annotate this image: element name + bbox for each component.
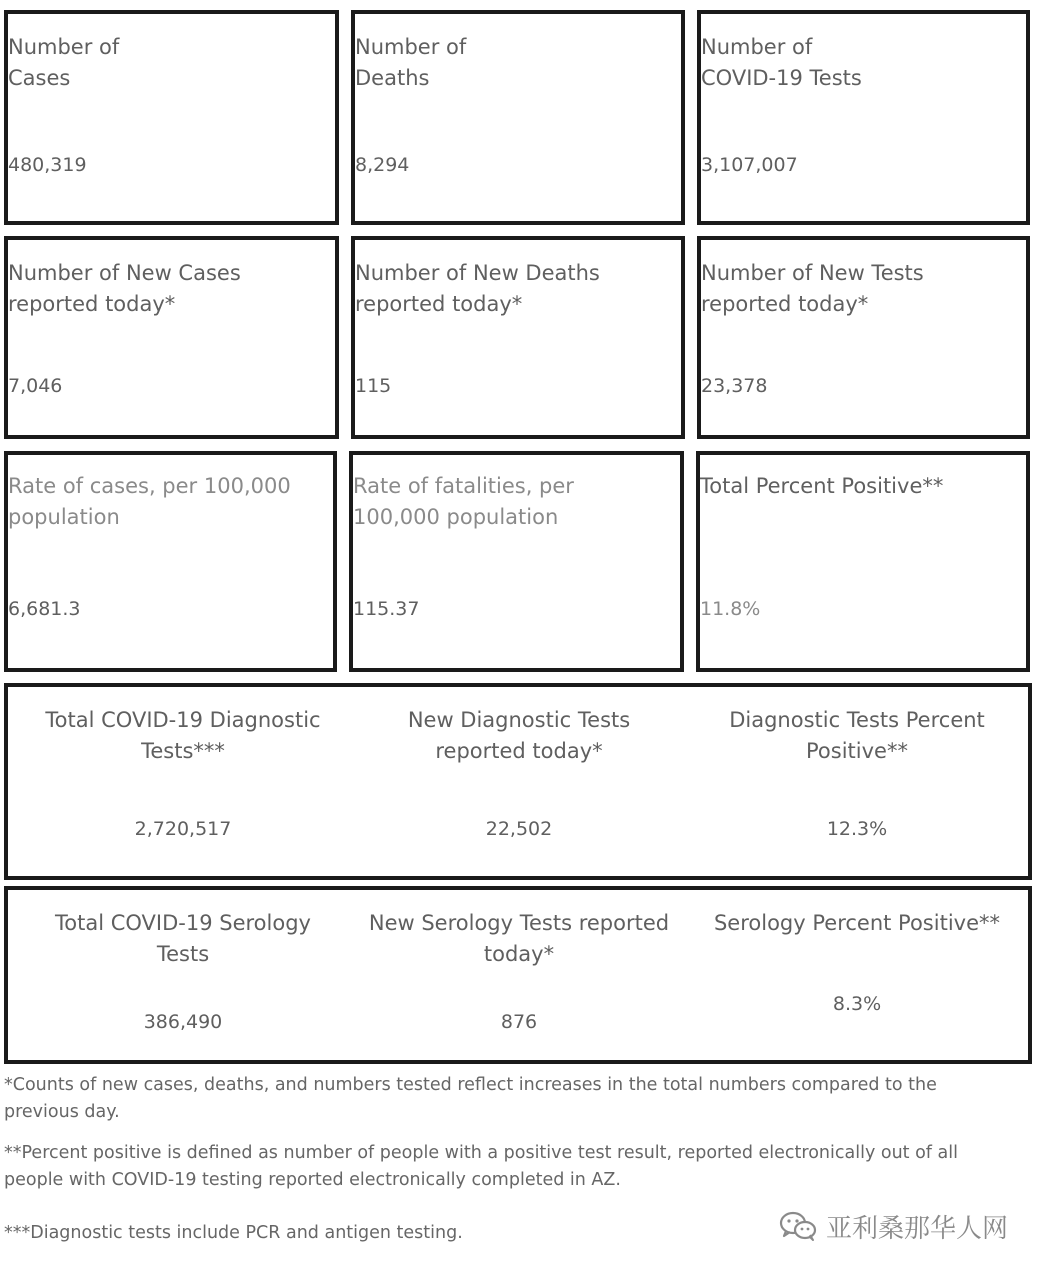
deaths-value: 8,294	[355, 154, 410, 176]
diagnostic-total-cell	[18, 687, 348, 876]
diagnostic-tests-panel	[4, 683, 1032, 880]
cases-label: Number of Cases	[8, 35, 120, 90]
tests-value: 3,107,007	[701, 154, 798, 176]
new-deaths-label: Number of New Deaths reported today*	[355, 261, 600, 316]
fatality-rate-label: Rate of fatalities, per 100,000 population	[353, 474, 574, 529]
footnote-diagnostic-tests: ***Diagnostic tests include PCR and antigen testing.	[4, 1223, 463, 1243]
deaths-label: Number of Deaths	[355, 35, 467, 90]
serology-new-value: 876	[500, 1011, 538, 1033]
new-tests-card	[697, 236, 1030, 439]
cases-value: 480,319	[8, 154, 87, 176]
watermark	[778, 1208, 1008, 1244]
diagnostic-total-value: 2,720,517	[134, 818, 232, 840]
diagnostic-percent-cell	[692, 687, 1022, 876]
diagnostic-percent-value: 12.3%	[826, 818, 888, 840]
wechat-icon	[778, 1210, 818, 1242]
fatality-rate-card	[349, 451, 684, 672]
diagnostic-percent-label: Diagnostic Tests Percent Positive**	[729, 708, 985, 763]
new-tests-value: 23,378	[701, 375, 768, 397]
tests-label: Number of COVID-19 Tests	[701, 35, 862, 90]
case-rate-value: 6,681.3	[8, 598, 81, 620]
diagnostic-new-value: 22,502	[485, 818, 553, 840]
serology-percent-value: 8.3%	[832, 993, 882, 1015]
new-cases-card	[4, 236, 339, 439]
total-percent-positive-card	[696, 451, 1030, 672]
case-rate-card	[4, 451, 337, 672]
diagnostic-new-cell	[354, 687, 684, 876]
new-tests-label: Number of New Tests reported today*	[701, 261, 924, 316]
diagnostic-new-label: New Diagnostic Tests reported today*	[407, 708, 631, 763]
case-rate-label: Rate of cases, per 100,000 population	[8, 474, 291, 529]
footnote-percent-positive: **Percent positive is defined as number of people with a positive test result, reported electronically out of all people with COVID-19 testing reported electronically completed in AZ.	[4, 1143, 958, 1190]
diagnostic-total-label: Total COVID-19 Diagnostic Tests***	[45, 708, 321, 763]
fatality-rate-value: 115.37	[353, 598, 420, 620]
serology-tests-panel	[4, 886, 1032, 1064]
deaths-card	[351, 10, 685, 225]
new-deaths-card	[351, 236, 685, 439]
serology-new-cell	[354, 890, 684, 1060]
serology-total-cell	[18, 890, 348, 1060]
cases-card	[4, 10, 339, 225]
tests-card	[697, 10, 1030, 225]
new-cases-label: Number of New Cases reported today*	[8, 261, 241, 316]
new-deaths-value: 115	[355, 375, 392, 397]
new-cases-value: 7,046	[8, 375, 63, 397]
serology-total-label: Total COVID-19 Serology Tests	[55, 911, 311, 966]
serology-total-value: 386,490	[143, 1011, 223, 1033]
watermark-text: 亚利桑那华人网	[826, 1213, 1009, 1244]
serology-percent-cell	[692, 890, 1022, 1060]
serology-percent-label: Serology Percent Positive**	[713, 911, 1001, 935]
total-percent-positive-label: Total Percent Positive**	[700, 474, 944, 498]
footnote-new-counts: *Counts of new cases, deaths, and numbers tested reflect increases in the total numbers compared to the previous day.	[4, 1075, 937, 1122]
total-percent-positive-value: 11.8%	[700, 598, 761, 620]
serology-new-label: New Serology Tests reported today*	[368, 911, 670, 966]
